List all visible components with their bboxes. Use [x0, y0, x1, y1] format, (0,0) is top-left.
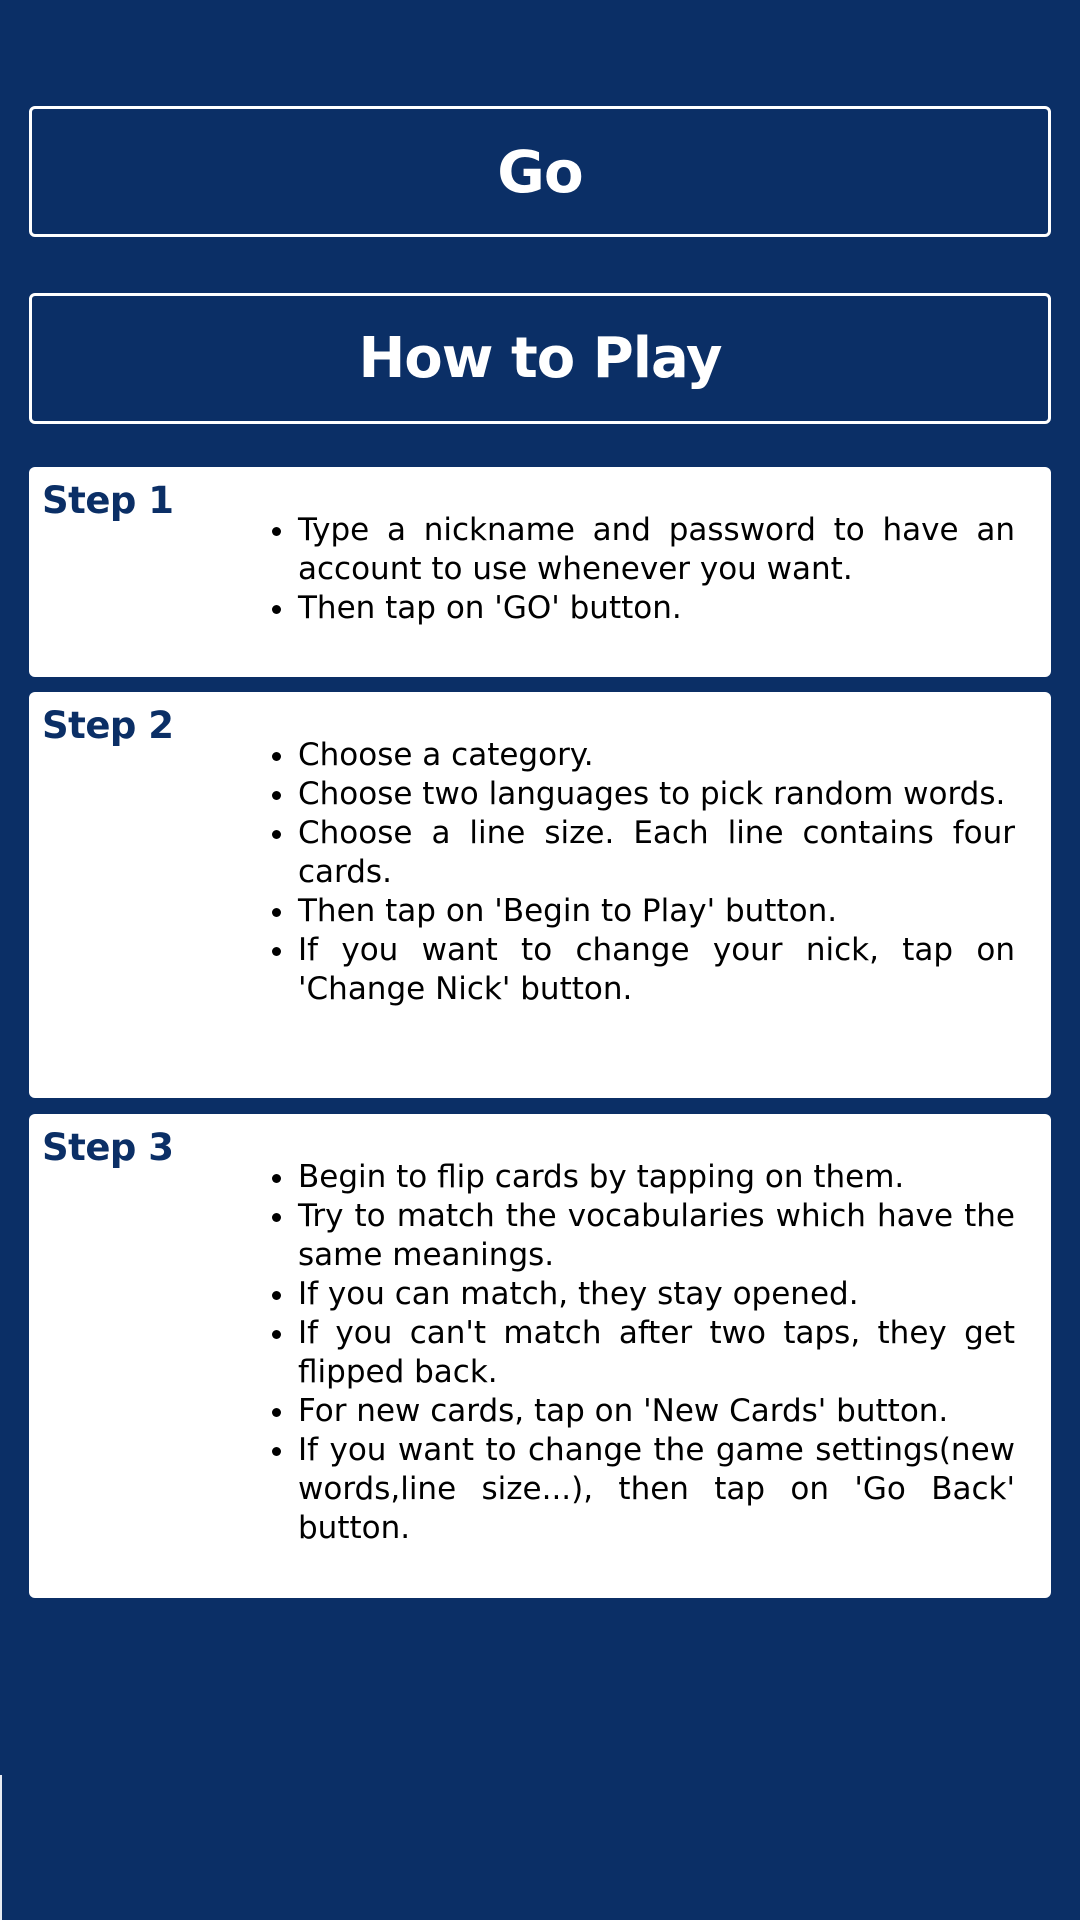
list-item: Try to match the vocabularies which have the same meanings. — [298, 1198, 1015, 1273]
list-item: If you can't match after two taps, they get flipped back. — [298, 1315, 1015, 1390]
step-1-card — [29, 467, 1051, 677]
list-item: If you want to change the game settings(new words,line size...), then tap on 'Go Back' button. — [298, 1432, 1015, 1546]
list-item: Choose two languages to pick random words. — [298, 775, 1015, 814]
list-item: Choose a category. — [298, 736, 1015, 775]
list-item: Type a nickname and password to have an account to use whenever you want. — [298, 512, 1015, 587]
left-edge-divider — [0, 1775, 2, 1920]
step-3-title: Step 3 — [42, 1126, 174, 1169]
list-item: Then tap on 'GO' button. — [298, 589, 1015, 628]
list-item: Begin to flip cards by tapping on them. — [298, 1158, 1015, 1197]
step-1-list — [298, 511, 1015, 628]
step-1-title: Step 1 — [42, 479, 174, 522]
list-item: If you can match, they stay opened. — [298, 1275, 1015, 1314]
how-to-play-button[interactable]: How to Play — [29, 293, 1051, 424]
list-item: Then tap on 'Begin to Play' button. — [298, 892, 1015, 931]
list-item: If you want to change your nick, tap on 'Change Nick' button. — [298, 932, 1015, 1007]
step-2-title: Step 2 — [42, 704, 174, 747]
list-item: Choose a line size. Each line contains four cards. — [298, 815, 1015, 890]
go-button[interactable]: Go — [29, 106, 1051, 237]
step-3-card — [29, 1114, 1051, 1598]
step-3-list — [298, 1158, 1015, 1548]
step-2-card — [29, 692, 1051, 1098]
step-2-list — [298, 736, 1015, 1009]
list-item: For new cards, tap on 'New Cards' button. — [298, 1392, 1015, 1431]
